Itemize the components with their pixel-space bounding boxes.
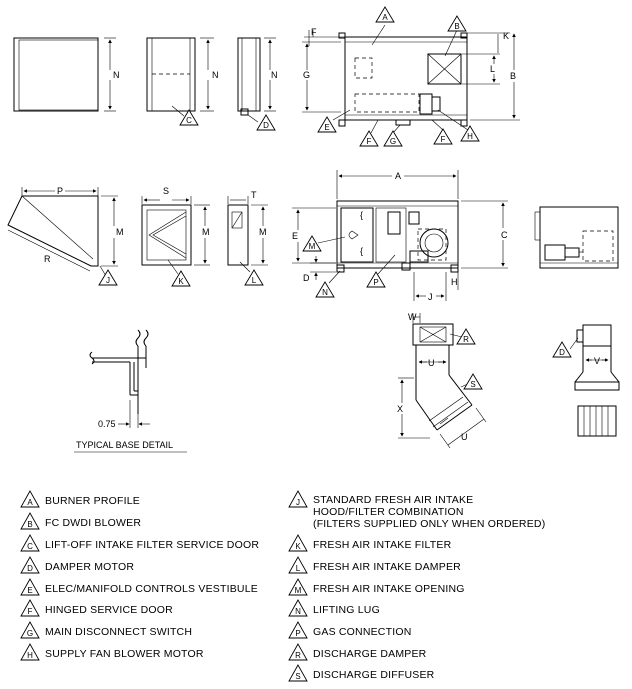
dim-b: B xyxy=(510,71,517,81)
callout-m xyxy=(303,236,321,251)
legend-item-l xyxy=(289,557,461,573)
svg-text:S: S xyxy=(295,672,301,681)
dim-h: H xyxy=(451,277,458,287)
callout-n xyxy=(316,282,334,297)
dim-g: G xyxy=(303,70,311,80)
dim-c: C xyxy=(501,230,508,240)
legend-right xyxy=(289,491,545,681)
unit-top-view xyxy=(302,25,520,133)
svg-text:K: K xyxy=(178,277,184,286)
svg-text:LIFTING LUG: LIFTING LUG xyxy=(313,604,380,616)
svg-text:L: L xyxy=(295,564,301,573)
legend-item-r xyxy=(289,644,427,660)
dim-v: V xyxy=(594,356,601,366)
dim-s: S xyxy=(163,186,170,196)
dim-n-1: N xyxy=(113,70,120,80)
svg-text:D: D xyxy=(263,121,269,130)
unit-side-view xyxy=(535,207,618,268)
svg-text:F: F xyxy=(366,137,372,146)
legend-item-k xyxy=(289,535,452,551)
svg-text:LIFT-OFF INTAKE FILTER SERVICE: LIFT-OFF INTAKE FILTER SERVICE DOOR xyxy=(45,539,260,551)
svg-text:E: E xyxy=(324,123,330,132)
svg-text:ELEC/MANIFOLD CONTROLS VESTIBU: ELEC/MANIFOLD CONTROLS VESTIBULE xyxy=(45,583,258,595)
svg-text:F: F xyxy=(440,135,446,144)
callout-g xyxy=(384,131,402,146)
svg-text:(FILTERS SUPPLIED ONLY WHEN OR: (FILTERS SUPPLIED ONLY WHEN ORDERED) xyxy=(313,518,546,530)
callout-f-2 xyxy=(434,129,452,144)
svg-text:G: G xyxy=(389,137,397,146)
callout-k xyxy=(172,271,190,286)
filter-front-view xyxy=(14,38,120,111)
callout-c xyxy=(180,110,198,125)
svg-text:H: H xyxy=(467,132,473,141)
svg-text:F: F xyxy=(27,607,33,616)
callout-s xyxy=(464,374,482,389)
dim-m-2: M xyxy=(202,227,210,237)
svg-text:J: J xyxy=(106,276,110,285)
callout-j xyxy=(99,270,117,285)
svg-text:B: B xyxy=(27,520,33,529)
callout-e-1 xyxy=(318,117,336,132)
callout-a-1 xyxy=(376,7,394,22)
svg-text:N: N xyxy=(322,288,328,297)
svg-text:M: M xyxy=(294,586,302,595)
svg-text:L: L xyxy=(251,276,257,285)
damper-side-view xyxy=(238,38,278,122)
callout-d-2 xyxy=(553,342,571,357)
dim-p: P xyxy=(57,186,64,196)
svg-text:DISCHARGE DIFFUSER: DISCHARGE DIFFUSER xyxy=(313,669,435,681)
legend-left xyxy=(21,491,259,660)
svg-text:{: { xyxy=(360,246,364,256)
svg-text:HOOD/FILTER COMBINATION: HOOD/FILTER COMBINATION xyxy=(313,506,464,518)
base-detail-dim: 0.75 xyxy=(98,419,116,429)
legend-item-d xyxy=(21,557,134,573)
legend-item-e xyxy=(21,579,258,595)
svg-text:FC DWDI BLOWER: FC DWDI BLOWER xyxy=(45,517,142,529)
dim-a: A xyxy=(395,171,402,181)
dim-l: L xyxy=(490,64,496,74)
callout-f-1 xyxy=(360,131,378,146)
svg-text:B: B xyxy=(454,22,460,31)
svg-text:H: H xyxy=(27,651,33,660)
svg-text:HINGED SERVICE DOOR: HINGED SERVICE DOOR xyxy=(45,604,173,616)
dim-t: T xyxy=(251,190,257,200)
svg-text:R: R xyxy=(463,335,469,344)
legend-item-a xyxy=(21,491,140,507)
dim-n-3: N xyxy=(271,70,278,80)
callout-p xyxy=(367,272,385,287)
svg-text:A: A xyxy=(382,13,388,22)
legend-item-p xyxy=(289,622,411,638)
legend-item-c xyxy=(21,535,259,551)
legend-item-g xyxy=(21,622,192,638)
svg-text:FRESH AIR INTAKE FILTER: FRESH AIR INTAKE FILTER xyxy=(313,539,452,551)
svg-text:GAS CONNECTION: GAS CONNECTION xyxy=(313,626,412,638)
dim-u-2: U xyxy=(461,432,468,442)
dim-f: F xyxy=(311,27,317,37)
dim-u-1: U xyxy=(428,358,435,368)
callout-h xyxy=(461,126,479,141)
legend-item-b xyxy=(21,513,141,529)
svg-text:DAMPER MOTOR: DAMPER MOTOR xyxy=(45,561,135,573)
svg-text:K: K xyxy=(295,542,301,551)
svg-text:N: N xyxy=(295,607,301,616)
svg-text:S: S xyxy=(470,380,476,389)
svg-text:G: G xyxy=(26,629,34,638)
svg-text:E: E xyxy=(27,586,33,595)
svg-text:D: D xyxy=(559,348,565,357)
legend-item-h xyxy=(21,644,204,660)
dim-m-3: M xyxy=(259,227,267,237)
intake-filter-front-view xyxy=(142,186,210,274)
dim-d: D xyxy=(303,273,310,283)
svg-text:A: A xyxy=(27,498,33,507)
svg-text:R: R xyxy=(295,651,301,660)
svg-text:DISCHARGE DAMPER: DISCHARGE DAMPER xyxy=(313,648,427,660)
legend-item-f xyxy=(21,600,173,616)
svg-text:P: P xyxy=(373,278,379,287)
callout-d-1 xyxy=(257,115,275,130)
svg-text:FRESH AIR INTAKE DAMPER: FRESH AIR INTAKE DAMPER xyxy=(313,561,461,573)
dim-k: K xyxy=(503,31,510,41)
svg-text:D: D xyxy=(27,564,33,573)
svg-text:MAIN DISCONNECT SWITCH: MAIN DISCONNECT SWITCH xyxy=(45,626,193,638)
dim-m-1: M xyxy=(116,227,124,237)
dim-r: R xyxy=(44,254,51,264)
dim-w: W xyxy=(408,312,417,322)
svg-text:C: C xyxy=(27,542,33,551)
svg-text:STANDARD FRESH AIR INTAKE: STANDARD FRESH AIR INTAKE xyxy=(313,494,474,506)
discharge-damper-view xyxy=(570,325,619,436)
legend-item-n xyxy=(289,600,380,616)
intake-damper-side-view xyxy=(228,190,268,272)
svg-text:BURNER PROFILE: BURNER PROFILE xyxy=(45,495,140,507)
callout-b-1 xyxy=(448,16,466,31)
svg-text:C: C xyxy=(186,116,192,125)
legend-item-m xyxy=(289,579,465,595)
dim-j: J xyxy=(428,292,433,302)
filter-side-view xyxy=(147,38,219,116)
dim-e: E xyxy=(292,231,299,241)
intake-hood-side-view xyxy=(8,186,124,276)
base-detail-title: TYPICAL BASE DETAIL xyxy=(76,440,174,450)
legend-item-s xyxy=(289,665,435,681)
dim-x: X xyxy=(397,404,404,414)
svg-text:J: J xyxy=(296,498,300,507)
dim-n-2: N xyxy=(212,70,219,80)
svg-text:SUPPLY FAN BLOWER MOTOR: SUPPLY FAN BLOWER MOTOR xyxy=(45,648,204,660)
svg-text:M: M xyxy=(308,242,316,251)
svg-text:{: { xyxy=(360,210,364,220)
legend-item-j xyxy=(289,491,545,530)
typical-base-detail xyxy=(74,330,187,452)
svg-text:P: P xyxy=(295,629,301,638)
svg-text:FRESH AIR INTAKE OPENING: FRESH AIR INTAKE OPENING xyxy=(313,583,465,595)
callout-l xyxy=(245,270,263,285)
